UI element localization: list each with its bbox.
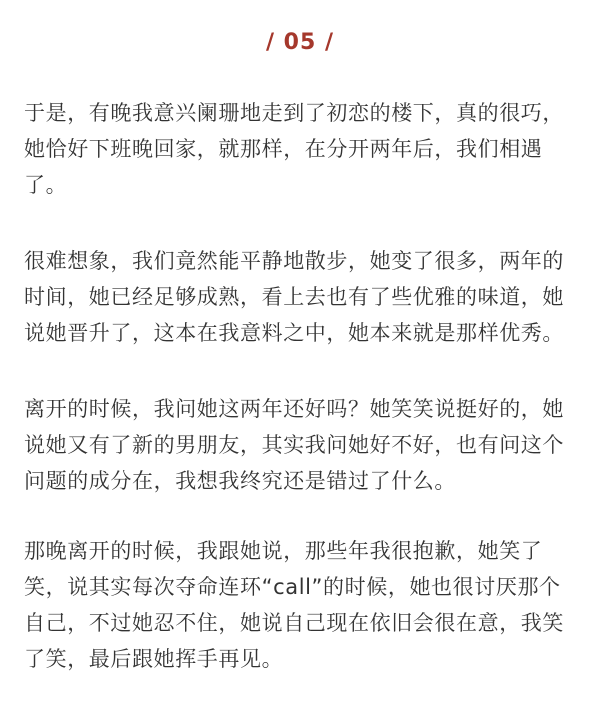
paragraph-4: 那晚离开的时候，我跟她说，那些年我很抱歉，她笑了笑，说其实每次夺命连环“call”的时候，她也很讨厌那个自己，不过她忍不住，她说自己现在依旧会很在意，我笑了笑，最后跟她挥手再见。 <box>24 539 564 671</box>
paragraph-1: 于是，有晚我意兴阑珊地走到了初恋的楼下，真的很巧，她恰好下班晚回家，就那样，在分开两年后，我们相遇了。 <box>24 101 564 197</box>
paragraph-2: 很难想象，我们竟然能平静地散步，她变了很多，两年的时间，她已经足够成熟，看上去也有了些优雅的味道，她说她晋升了，这本在我意料之中，她本来就是那样优秀。 <box>24 249 564 345</box>
article-body <box>24 95 580 717</box>
paragraph-3: 离开的时候，我问她这两年还好吗？她笑笑说挺好的，她说她又有了新的男朋友，其实我问她好不好，也有问这个问题的成分在，我想我终究还是错过了什么。 <box>24 397 564 493</box>
section-number: / 05 / <box>265 30 334 55</box>
